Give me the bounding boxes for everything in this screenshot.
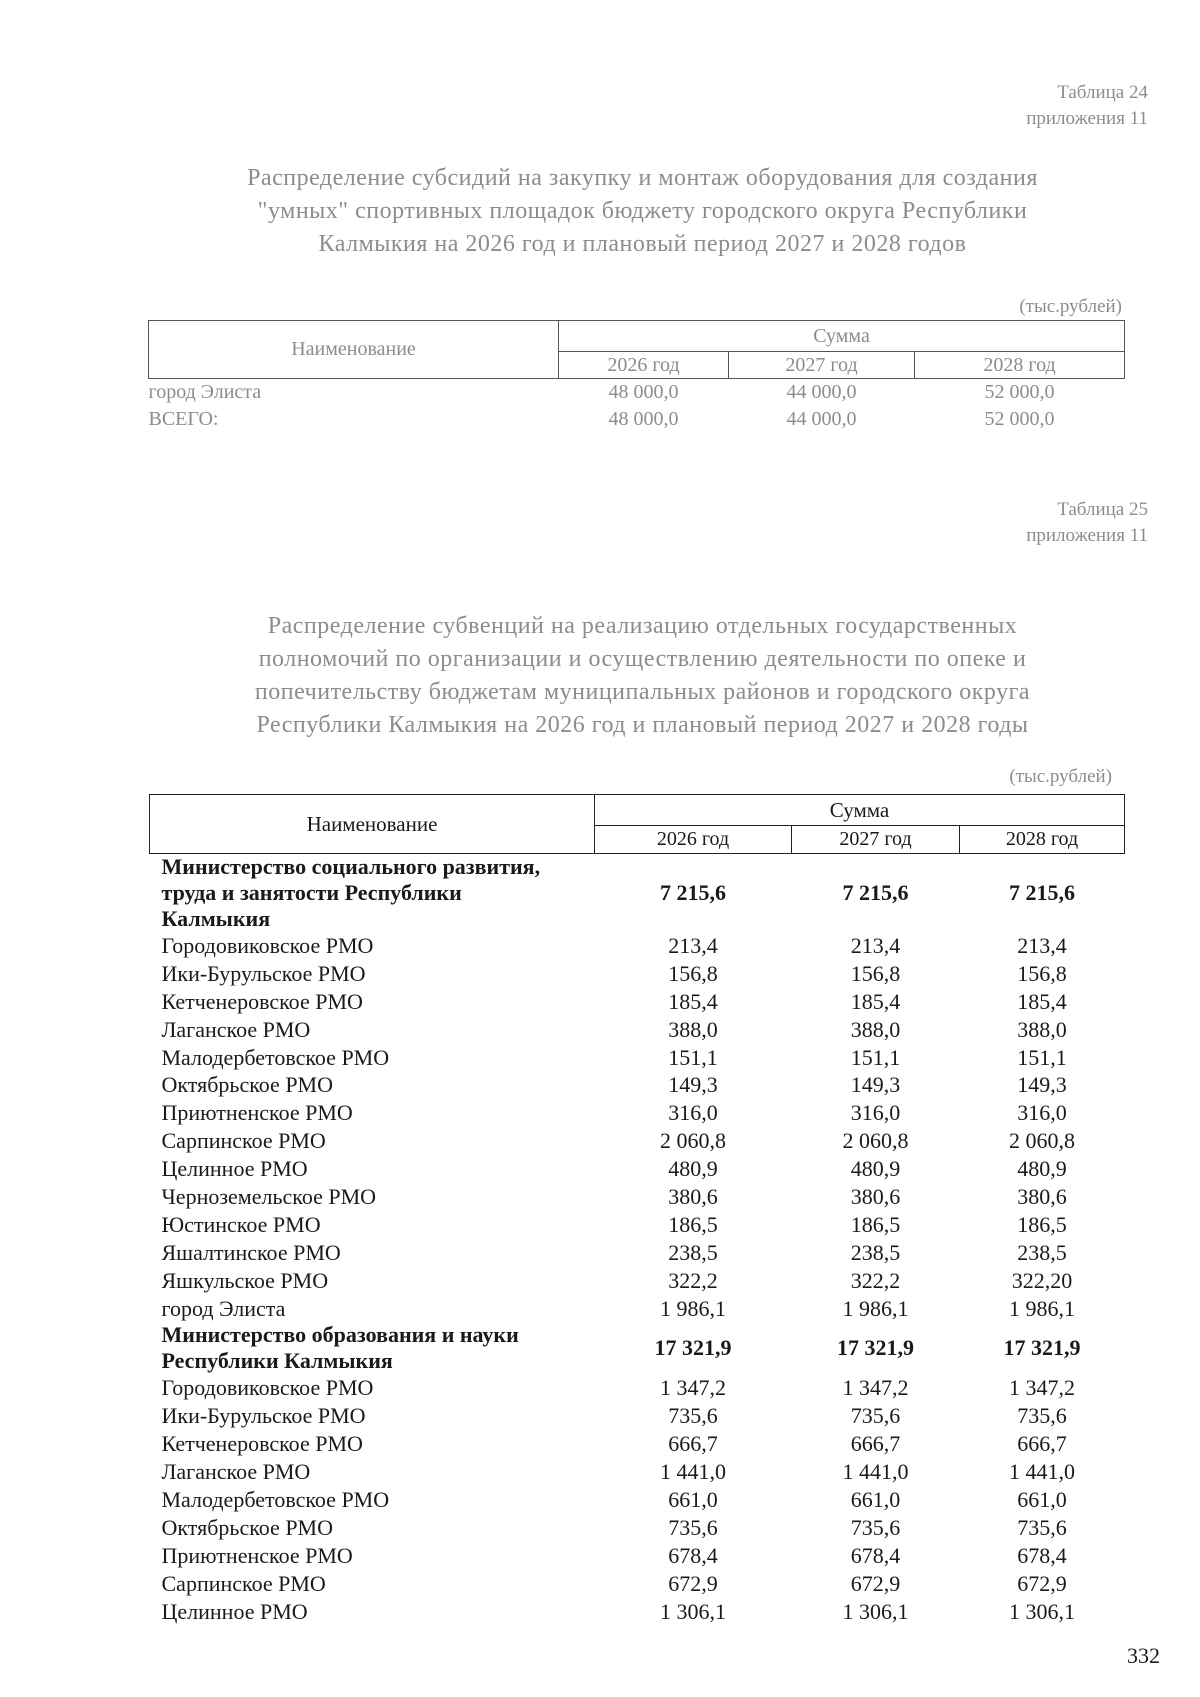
group-name-line: Министерство образования и науки <box>161 1322 519 1348</box>
table25-header-name: Наименование <box>150 795 595 854</box>
row-value: 322,2 <box>850 1267 901 1293</box>
row-value: 735,6 <box>1017 1403 1067 1429</box>
row-name: Малодербетовское РМО <box>161 1486 390 1512</box>
row-value: 185,4 <box>850 988 901 1014</box>
table-row <box>150 1430 1125 1458</box>
row-value: 672,9 <box>1017 1570 1067 1596</box>
row-name: Октябрьское РМО <box>161 1072 334 1098</box>
table24-header-year: 2027 год <box>729 352 915 379</box>
table-row <box>150 1211 1125 1239</box>
table-row <box>150 1016 1125 1044</box>
group-name <box>150 854 595 933</box>
row-value: 316,0 <box>850 1100 901 1126</box>
row-value: 1 347,2 <box>1009 1375 1075 1401</box>
row-value: 322,2 <box>668 1267 718 1293</box>
table-row <box>150 932 1125 960</box>
row-value: 735,6 <box>850 1403 901 1429</box>
row-name: Кетченеровское РМО <box>161 988 363 1014</box>
row-value: 156,8 <box>668 960 718 986</box>
row-value: 2 060,8 <box>660 1128 726 1154</box>
table25-title-line: Республики Калмыкия на 2026 год и плановый период 2027 и 2028 годы <box>256 712 1029 738</box>
table25-title <box>150 610 1135 742</box>
table25-units: (тыс.рублей) <box>1009 766 1112 787</box>
row-value: 1 441,0 <box>842 1459 909 1485</box>
row-value: 149,3 <box>668 1072 718 1098</box>
row-value: 1 441,0 <box>660 1459 726 1485</box>
table-row <box>150 1239 1125 1267</box>
row-name: ВСЕГО: <box>148 408 219 430</box>
row-value: 2 060,8 <box>842 1128 909 1154</box>
row-value: 156,8 <box>1017 960 1067 986</box>
row-value: 238,5 <box>1017 1239 1067 1265</box>
row-value: 1 347,2 <box>660 1375 726 1401</box>
row-value: 1 347,2 <box>842 1375 909 1401</box>
row-value: 480,9 <box>1017 1156 1067 1182</box>
table25-caption <box>1026 497 1148 549</box>
row-value: 661,0 <box>850 1486 901 1512</box>
table25-title-line: полномочий по организации и осуществлению деятельности по опеке и <box>258 646 1027 672</box>
row-name: Приютненское РМО <box>161 1100 353 1126</box>
row-value: 213,4 <box>668 932 718 958</box>
row-value: 48 000,0 <box>608 381 679 403</box>
table-row <box>150 1127 1125 1155</box>
row-value: 44 000,0 <box>786 408 857 430</box>
row-value: 213,4 <box>850 932 901 958</box>
row-value: 678,4 <box>850 1542 901 1568</box>
group-value: 7 215,6 <box>842 880 909 905</box>
table25-title-line: Распределение субвенций на реализацию отдельных государственных <box>267 613 1018 639</box>
group-value: 17 321,9 <box>1003 1335 1081 1361</box>
table-row <box>150 1458 1125 1486</box>
row-value: 666,7 <box>668 1431 718 1457</box>
row-value: 1 306,1 <box>660 1598 726 1624</box>
table24 <box>148 320 1125 433</box>
row-value: 735,6 <box>668 1403 718 1429</box>
row-value: 213,4 <box>1017 932 1067 958</box>
table-row <box>150 1044 1125 1072</box>
row-name: Яшалтинское РМО <box>161 1239 341 1265</box>
row-value: 666,7 <box>1017 1431 1067 1457</box>
group-value: 17 321,9 <box>837 1335 914 1361</box>
row-name: город Элиста <box>161 1295 286 1321</box>
row-value: 238,5 <box>850 1239 901 1265</box>
row-value: 151,1 <box>850 1044 901 1070</box>
row-name: Лаганское РМО <box>161 1016 311 1042</box>
row-value: 480,9 <box>668 1156 718 1182</box>
row-value: 735,6 <box>850 1514 901 1540</box>
row-name: Целинное РМО <box>161 1156 308 1182</box>
row-value: 149,3 <box>1017 1072 1067 1098</box>
row-value: 52 000,0 <box>984 381 1055 403</box>
group-value: 7 215,6 <box>1009 880 1075 905</box>
table25 <box>149 794 1125 1625</box>
table25-header-year: 2027 год <box>792 826 960 854</box>
group-name <box>150 1322 595 1374</box>
row-value: 151,1 <box>668 1044 718 1070</box>
row-value: 672,9 <box>668 1570 718 1596</box>
row-value: 735,6 <box>668 1514 718 1540</box>
row-value: 316,0 <box>668 1100 718 1126</box>
row-value: 661,0 <box>668 1486 718 1512</box>
table25-caption-appendix: приложения 11 <box>1026 525 1148 546</box>
row-name: Сарпинское РМО <box>161 1128 326 1154</box>
row-value: 186,5 <box>1017 1211 1067 1237</box>
table25-header-year: 2028 год <box>960 826 1125 854</box>
table24-header-name: Наименование <box>149 321 559 379</box>
row-name: Ики-Бурульское РМО <box>161 1403 366 1429</box>
table25-header-year: 2026 год <box>595 826 792 854</box>
table25-header-sum: Сумма <box>595 795 1125 826</box>
table25-title-line: попечительству бюджетам муниципальных районов и городского округа <box>254 679 1031 705</box>
group-name-line: Калмыкия <box>161 906 271 931</box>
table-row <box>150 1598 1125 1626</box>
group-value: 17 321,9 <box>654 1335 732 1361</box>
row-value: 151,1 <box>1017 1044 1067 1070</box>
row-name: Октябрьское РМО <box>161 1514 334 1540</box>
page-number: 332 <box>1127 1643 1160 1668</box>
table24-title <box>150 162 1135 261</box>
table-row <box>150 1071 1125 1099</box>
row-value: 1 441,0 <box>1009 1459 1075 1485</box>
row-value: 678,4 <box>668 1542 718 1568</box>
table-row <box>150 1402 1125 1430</box>
row-value: 1 306,1 <box>1009 1598 1075 1624</box>
row-value: 156,8 <box>850 960 901 986</box>
table-row-total <box>149 406 1125 433</box>
row-name: Городовиковское РМО <box>161 1375 374 1401</box>
row-value: 678,4 <box>1017 1542 1067 1568</box>
table-group-row <box>150 1322 1125 1374</box>
row-name: Городовиковское РМО <box>161 932 374 958</box>
group-name-line: Республики Калмыкия <box>161 1348 393 1374</box>
row-name: Приютненское РМО <box>161 1542 353 1568</box>
row-value: 316,0 <box>1017 1100 1067 1126</box>
row-value: 185,4 <box>668 988 718 1014</box>
table24-caption <box>1026 80 1148 132</box>
table-row <box>150 1183 1125 1211</box>
table24-title-line: Распределение субсидий на закупку и монтаж оборудования для создания <box>247 165 1038 191</box>
row-name: Кетченеровское РМО <box>161 1431 363 1457</box>
table-row <box>150 1295 1125 1323</box>
row-value: 44 000,0 <box>786 381 857 403</box>
group-value: 7 215,6 <box>660 880 726 905</box>
row-value: 735,6 <box>1017 1514 1067 1540</box>
table-row <box>150 1570 1125 1598</box>
row-name: Сарпинское РМО <box>161 1570 326 1596</box>
group-name-line: труда и занятости Республики <box>161 880 462 905</box>
table-row <box>150 1099 1125 1127</box>
table-row <box>149 379 1125 407</box>
row-value: 48 000,0 <box>608 408 679 430</box>
row-name: Малодербетовское РМО <box>161 1044 390 1070</box>
table-row <box>150 960 1125 988</box>
group-name-line: Министерство социального развития, <box>161 854 541 879</box>
row-value: 388,0 <box>850 1016 901 1042</box>
row-value: 322,20 <box>1011 1267 1073 1293</box>
row-value: 52 000,0 <box>984 408 1055 430</box>
table25-caption-number: Таблица 25 <box>1057 499 1148 520</box>
table-row <box>150 1542 1125 1570</box>
row-value: 2 060,8 <box>1009 1128 1075 1154</box>
table24-caption-appendix: приложения 11 <box>1026 108 1148 129</box>
table24-header-year: 2026 год <box>559 352 729 379</box>
row-name: город Элиста <box>148 381 262 403</box>
table24-title-line: Калмыкия на 2026 год и плановый период 2027 и 2028 годов <box>318 231 967 257</box>
table-row <box>150 988 1125 1016</box>
table-row <box>150 1267 1125 1295</box>
row-name: Ики-Бурульское РМО <box>161 960 366 986</box>
row-name: Яшкульское РМО <box>161 1267 329 1293</box>
table24-header-year: 2028 год <box>915 352 1125 379</box>
table-group-row <box>150 854 1125 933</box>
row-value: 380,6 <box>1017 1183 1067 1209</box>
row-name: Целинное РМО <box>161 1598 308 1624</box>
row-value: 666,7 <box>850 1431 901 1457</box>
row-value: 672,9 <box>850 1570 901 1596</box>
table-row <box>150 1155 1125 1183</box>
row-value: 149,3 <box>850 1072 901 1098</box>
row-name: Черноземельское РМО <box>161 1183 377 1209</box>
row-value: 380,6 <box>668 1183 718 1209</box>
row-value: 185,4 <box>1017 988 1067 1014</box>
row-value: 380,6 <box>850 1183 901 1209</box>
row-value: 1 986,1 <box>842 1295 909 1321</box>
table24-header-sum: Сумма <box>559 321 1125 352</box>
row-name: Юстинское РМО <box>161 1211 321 1237</box>
row-value: 238,5 <box>668 1239 718 1265</box>
row-value: 1 986,1 <box>660 1295 726 1321</box>
table24-units: (тыс.рублей) <box>1019 296 1122 317</box>
row-name: Лаганское РМО <box>161 1459 311 1485</box>
table24-caption-number: Таблица 24 <box>1057 82 1148 103</box>
table24-title-line: "умных" спортивных площадок бюджету городского округа Республики <box>257 198 1028 224</box>
table-row <box>150 1514 1125 1542</box>
row-value: 186,5 <box>668 1211 718 1237</box>
row-value: 1 986,1 <box>1009 1295 1075 1321</box>
table-row <box>150 1486 1125 1514</box>
row-value: 388,0 <box>1017 1016 1067 1042</box>
row-value: 186,5 <box>850 1211 901 1237</box>
row-value: 480,9 <box>850 1156 901 1182</box>
row-value: 1 306,1 <box>842 1598 909 1624</box>
row-value: 388,0 <box>668 1016 718 1042</box>
table-row <box>150 1374 1125 1402</box>
row-value: 661,0 <box>1017 1486 1067 1512</box>
